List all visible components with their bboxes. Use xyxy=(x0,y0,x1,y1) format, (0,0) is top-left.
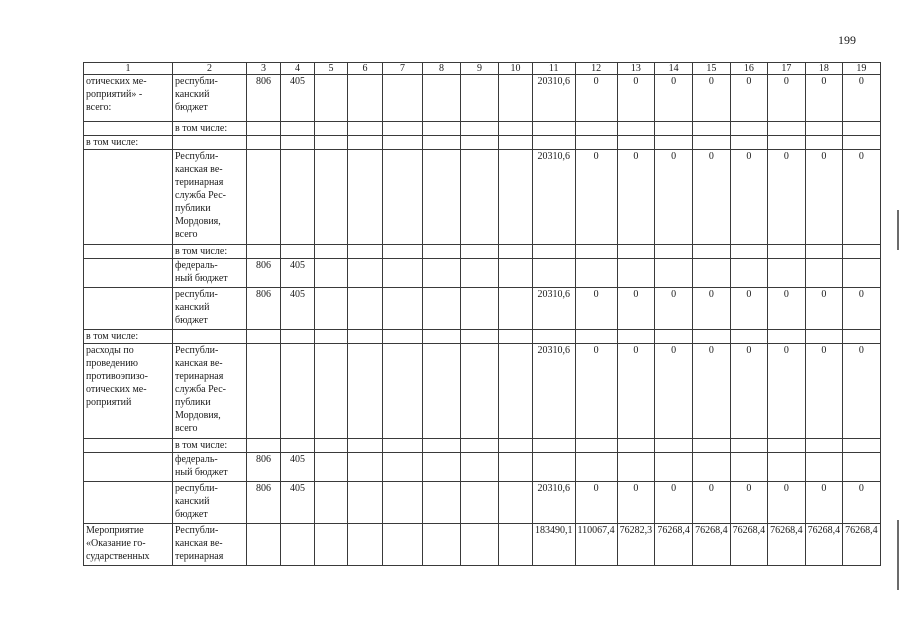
value-cell: 0 xyxy=(655,288,693,330)
value-cell: 20310,6 xyxy=(533,482,576,524)
column-header: 11 xyxy=(533,63,576,75)
budget-type: федераль- ный бюджет xyxy=(173,453,247,482)
scan-artifact xyxy=(897,520,899,590)
value-cell: 76282,3 xyxy=(617,524,655,566)
code-cell: 806 xyxy=(247,288,281,330)
table-row xyxy=(84,259,881,288)
column-header: 18 xyxy=(805,63,843,75)
value-cell: 20310,6 xyxy=(533,150,576,245)
subheading: в том числе: xyxy=(173,439,247,453)
value-cell: 0 xyxy=(730,288,768,330)
value-cell: 0 xyxy=(617,75,655,122)
value-cell: 0 xyxy=(730,344,768,439)
value-cell: 0 xyxy=(693,150,731,245)
code-cell: 806 xyxy=(247,482,281,524)
code-cell: 405 xyxy=(281,75,315,122)
value-cell: 76268,4 xyxy=(655,524,693,566)
value-cell: 110067,4 xyxy=(575,524,617,566)
column-header: 10 xyxy=(499,63,533,75)
value-cell: 76268,4 xyxy=(843,524,881,566)
column-header: 8 xyxy=(423,63,461,75)
value-cell: 0 xyxy=(805,288,843,330)
value-cell: 76268,4 xyxy=(730,524,768,566)
code-cell: 405 xyxy=(281,453,315,482)
value-cell: 0 xyxy=(575,288,617,330)
value-cell: 0 xyxy=(693,482,731,524)
column-header: 19 xyxy=(843,63,881,75)
value-cell: 0 xyxy=(843,150,881,245)
column-header: 16 xyxy=(730,63,768,75)
table-row xyxy=(84,150,881,245)
value-cell: 0 xyxy=(730,150,768,245)
table-row xyxy=(84,453,881,482)
column-header: 1 xyxy=(84,63,173,75)
column-header: 14 xyxy=(655,63,693,75)
value-cell: 0 xyxy=(768,75,806,122)
value-cell: 0 xyxy=(655,150,693,245)
value-cell: 0 xyxy=(617,288,655,330)
code-cell: 806 xyxy=(247,75,281,122)
value-cell: 0 xyxy=(768,482,806,524)
value-cell: 0 xyxy=(768,344,806,439)
column-header: 15 xyxy=(693,63,731,75)
scan-artifact xyxy=(897,210,899,250)
value-cell: 0 xyxy=(693,75,731,122)
column-header: 6 xyxy=(348,63,383,75)
subheading: в том числе: xyxy=(173,245,247,259)
column-header: 9 xyxy=(461,63,499,75)
budget-table xyxy=(83,62,881,566)
agency-label: Республи- канская ве- теринарная xyxy=(173,524,247,566)
table-row xyxy=(84,344,881,439)
table-row xyxy=(84,136,881,150)
value-cell: 0 xyxy=(575,344,617,439)
value-cell: 0 xyxy=(843,75,881,122)
budget-type: республи- канский бюджет xyxy=(173,75,247,122)
subheading: в том числе: xyxy=(84,136,173,150)
value-cell: 183490,1 xyxy=(533,524,576,566)
value-cell: 20310,6 xyxy=(533,344,576,439)
value-cell: 0 xyxy=(693,288,731,330)
code-cell: 405 xyxy=(281,259,315,288)
value-cell: 76268,4 xyxy=(768,524,806,566)
value-cell: 0 xyxy=(617,150,655,245)
value-cell: 0 xyxy=(730,75,768,122)
value-cell: 0 xyxy=(575,75,617,122)
column-header: 7 xyxy=(383,63,423,75)
value-cell: 0 xyxy=(768,288,806,330)
column-header: 4 xyxy=(281,63,315,75)
column-header: 17 xyxy=(768,63,806,75)
agency-label: Республи- канская ве- теринарная служба Рес- публики Мордовия, всего xyxy=(173,150,247,245)
table-row xyxy=(84,245,881,259)
value-cell: 0 xyxy=(655,75,693,122)
subheading: в том числе: xyxy=(84,330,173,344)
budget-type: республи- канский бюджет xyxy=(173,482,247,524)
column-header: 3 xyxy=(247,63,281,75)
value-cell: 0 xyxy=(843,344,881,439)
table-row xyxy=(84,288,881,330)
agency-label: Республи- канская ве- теринарная служба Рес- публики Мордовия, всего xyxy=(173,344,247,439)
table-row xyxy=(84,524,881,566)
page-number: 199 xyxy=(838,33,856,47)
code-cell: 405 xyxy=(281,288,315,330)
value-cell: 0 xyxy=(693,344,731,439)
value-cell: 0 xyxy=(617,344,655,439)
code-cell: 806 xyxy=(247,453,281,482)
value-cell: 0 xyxy=(575,150,617,245)
column-header: 13 xyxy=(617,63,655,75)
table-row xyxy=(84,122,881,136)
row-label: Мероприятие «Оказание го- сударственных xyxy=(84,524,173,566)
value-cell: 0 xyxy=(655,344,693,439)
value-cell: 0 xyxy=(575,482,617,524)
value-cell: 0 xyxy=(768,150,806,245)
value-cell: 76268,4 xyxy=(693,524,731,566)
value-cell: 0 xyxy=(843,482,881,524)
column-header: 2 xyxy=(173,63,247,75)
value-cell: 20310,6 xyxy=(533,75,576,122)
value-cell: 0 xyxy=(805,150,843,245)
header-row xyxy=(84,63,881,75)
value-cell: 0 xyxy=(805,482,843,524)
value-cell: 0 xyxy=(655,482,693,524)
row-label: отических ме- роприятий» - всего: xyxy=(84,75,173,122)
value-cell: 0 xyxy=(805,344,843,439)
value-cell: 20310,6 xyxy=(533,288,576,330)
value-cell: 0 xyxy=(617,482,655,524)
value-cell: 0 xyxy=(843,288,881,330)
subheading: в том числе: xyxy=(173,122,247,136)
code-cell: 405 xyxy=(281,482,315,524)
table-row xyxy=(84,439,881,453)
row-label: расходы по проведению противоэпизо- отических ме- роприятий xyxy=(84,344,173,439)
column-header: 5 xyxy=(315,63,348,75)
value-cell: 0 xyxy=(730,482,768,524)
value-cell: 0 xyxy=(805,75,843,122)
table-row xyxy=(84,482,881,524)
value-cell: 76268,4 xyxy=(805,524,843,566)
column-header: 12 xyxy=(575,63,617,75)
budget-type: республи- канский бюджет xyxy=(173,288,247,330)
table-row xyxy=(84,75,881,122)
budget-type: федераль- ный бюджет xyxy=(173,259,247,288)
code-cell: 806 xyxy=(247,259,281,288)
table-row xyxy=(84,330,881,344)
